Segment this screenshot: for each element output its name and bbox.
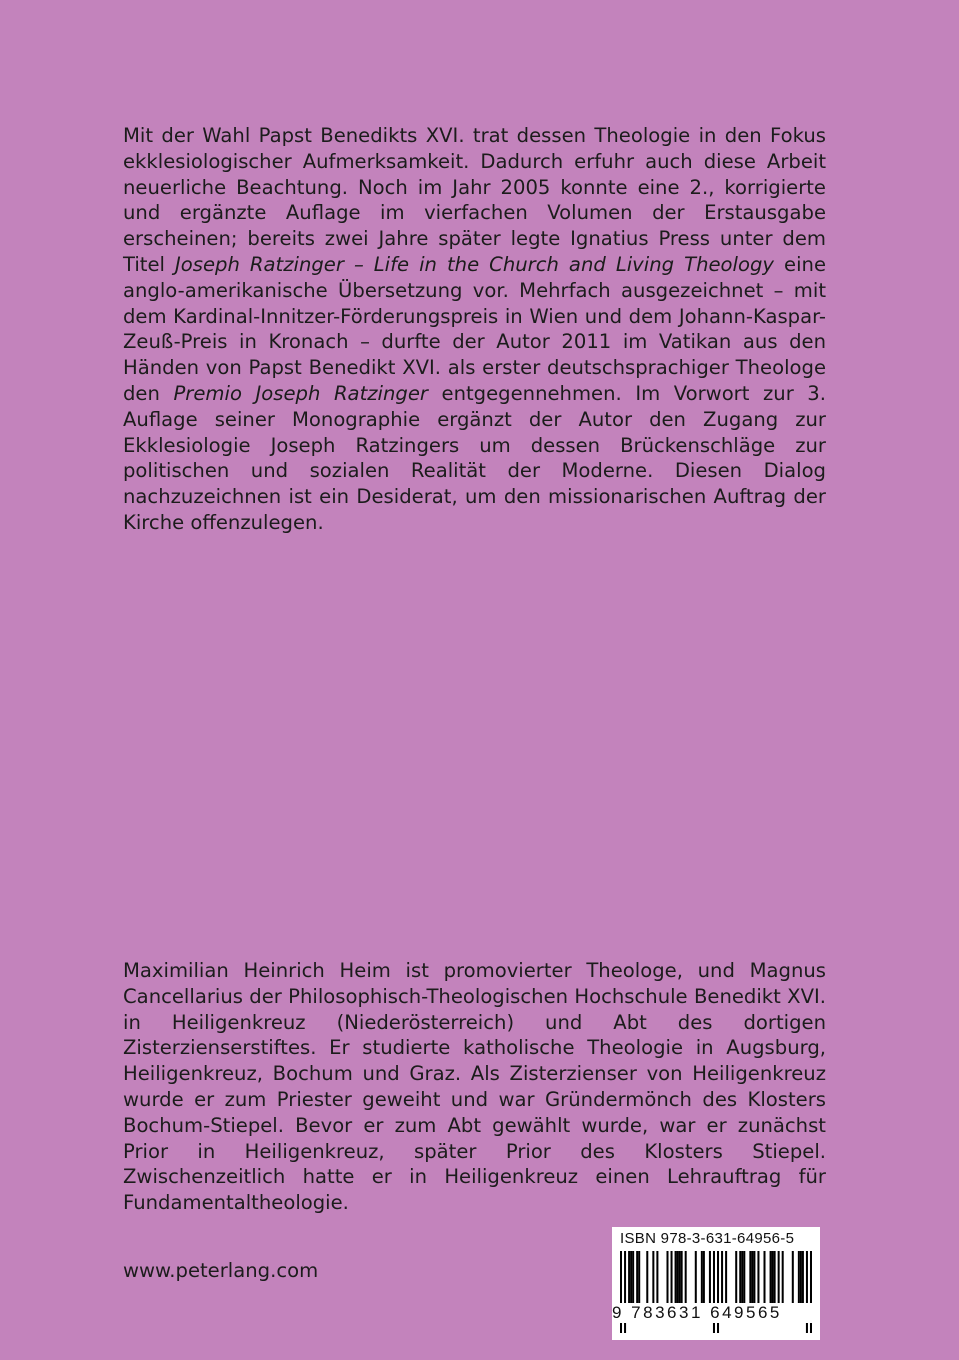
barcode-bar — [753, 1251, 755, 1303]
barcode-bar — [681, 1251, 683, 1303]
description-text: entgegennehmen. Im Vorwort zur 3. Auflage seiner Monographie ergänzt der Autor den Zugang zur Ekklesiologie Joseph Ratzingers um dessen Brückenschläge zur politischen und sozialen Realität der Moderne. Diesen Dialog nachzuzeichnen ist ein Desiderat, um den missionarischen Auftrag der Kirche offenzulegen. — [123, 381, 827, 534]
barcode-bar — [782, 1251, 784, 1303]
barcode-bar — [701, 1251, 703, 1303]
barcode-bar — [638, 1251, 640, 1303]
book-description — [123, 123, 826, 536]
barcode-bar — [763, 1251, 765, 1303]
barcode-bar — [666, 1251, 668, 1303]
barcode-bar — [677, 1251, 679, 1303]
barcode-bar — [774, 1251, 776, 1303]
barcode-bar — [741, 1251, 743, 1303]
barcode-bar — [743, 1251, 745, 1303]
barcode-bar — [757, 1251, 759, 1303]
barcode-bar — [751, 1251, 753, 1303]
publisher-website: www.peterlang.com — [123, 1259, 319, 1282]
author-biography: Maximilian Heinrich Heim ist promovierter Theologe, und Magnus Cancellarius der Philosophisch-Theologischen Hochschule Benedikt XVI. in Heiligenkreuz (Niederösterreich) und Abt des dortigen Zisterzienserstiftes. Er studierte katholische Theologie in Augsburg, Heiligenkreuz, Bochum und Graz. Als Zisterzienser von Heiligenkreuz wurde er zum Priester geweiht und war Gründermönch des Klosters Bochum-Stiepel. Bevor er zum Abt gewählt wurde, war er zunächst Prior in Heiligenkreuz, später Prior des Klosters Stiepel. Zwischenzeitlich hatte er in Heiligenkreuz einen Lehrauftrag für Fundamentaltheologie. — [123, 959, 826, 1215]
italic-title: Premio Joseph Ratzinger — [173, 381, 428, 405]
barcode-bar — [725, 1251, 727, 1303]
barcode-bar — [709, 1251, 711, 1303]
barcode-bar — [679, 1251, 681, 1303]
barcode-bar — [792, 1251, 794, 1303]
isbn-barcode — [612, 1227, 820, 1340]
barcode-bar — [739, 1251, 741, 1303]
barcode-bar — [675, 1251, 677, 1303]
barcode-bar — [636, 1251, 638, 1303]
barcode-bar — [632, 1251, 634, 1303]
barcode-bar — [798, 1251, 800, 1303]
italic-title: Joseph Ratzinger – Life in the Church and Living Theology — [175, 252, 774, 276]
barcode-bar — [703, 1251, 705, 1303]
barcode-bar — [628, 1251, 630, 1303]
barcode-bar — [770, 1251, 772, 1303]
barcode-bar — [721, 1251, 723, 1303]
barcode-bar — [685, 1251, 687, 1303]
barcode-bar — [802, 1251, 804, 1303]
description-text: eine anglo-amerikanische Übersetzung vor. Mehrfach ausgezeichnet – mit dem Kardinal-Innitzer-Förderungspreis in Wien und dem Johann-Kaspar-Zeuß-Preis in Kronach – durfte der Autor 2011 im Vatikan aus den Händen von Papst Benedikt XVI. als erster deutschsprachiger Theologe den — [123, 252, 826, 405]
barcode-bar — [735, 1251, 737, 1303]
barcode-bar — [630, 1251, 632, 1303]
barcode-bar — [656, 1251, 658, 1303]
barcode-bar — [695, 1251, 697, 1303]
isbn-label: ISBN 978-3-631-64956-5 — [620, 1230, 795, 1247]
barcode-bar — [671, 1251, 673, 1303]
barcode-bar — [778, 1251, 780, 1303]
barcode-bar — [772, 1251, 774, 1303]
barcode-bar — [749, 1251, 751, 1303]
barcode-bar — [652, 1251, 654, 1303]
barcode-bar — [800, 1251, 802, 1303]
barcode-bar — [646, 1251, 648, 1303]
description-text: Mit der Wahl Papst Benedikts XVI. trat dessen Theologie in den Fokus ekklesiologischer Aufmerksamkeit. Dadurch erfuhr auch diese Arbeit neuerliche Beachtung. Noch im Jahr 2005 konnte eine 2., korrigierte und ergänzte Auflage im vierfachen Volumen der Erstausgabe erscheinen; bereits zwei Jahre später legte Ignatius Press unter dem Titel — [123, 124, 826, 276]
barcode-digits: 9 783631 649565 — [612, 1303, 820, 1323]
